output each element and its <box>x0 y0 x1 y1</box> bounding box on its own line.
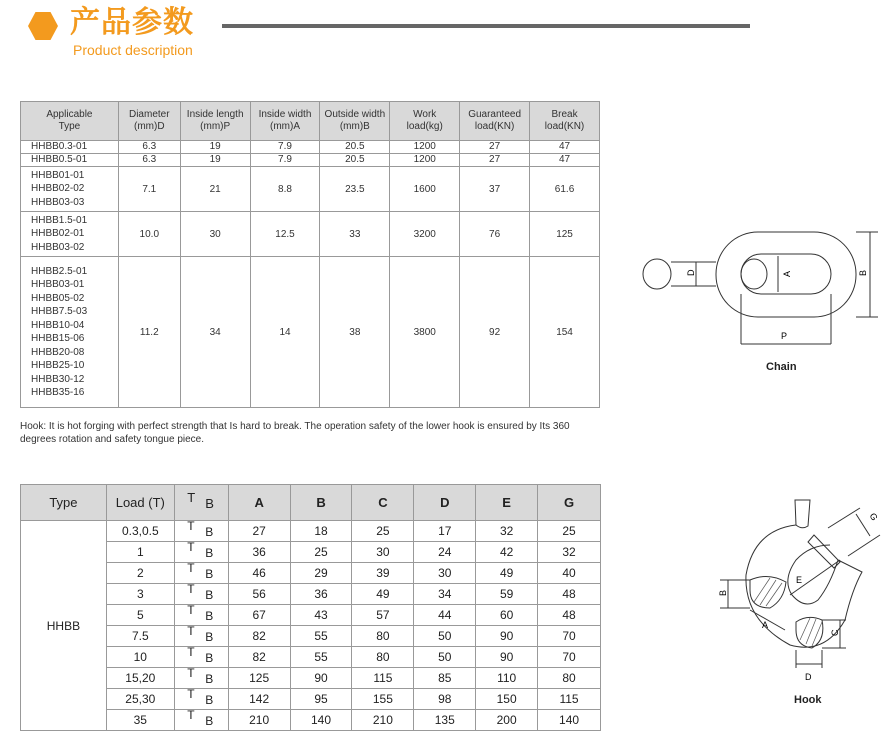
hook-value-cell: 36 <box>290 584 352 605</box>
chain-diagram <box>630 220 885 355</box>
hook-type-cell: HHBB <box>21 521 107 731</box>
spec-header-7: Break load(KN) <box>530 102 600 141</box>
hook-tb-cell: T B <box>174 542 228 563</box>
spec-header-0: Applicable Type <box>21 102 119 141</box>
hook-description: Hook: It is hot forging with perfect strength that Is hard to break. The operation safety of the lower hook is ensured by Its 360 degrees rotation and safety tongue piece. <box>20 421 570 445</box>
hook-value-cell: 32 <box>476 521 538 542</box>
hook-tb-cell: T B <box>174 710 228 731</box>
hook-value-cell: 32 <box>538 542 601 563</box>
col-tb: T B <box>174 485 228 521</box>
hook-value-cell: 67 <box>228 605 290 626</box>
spec-value-cell: 34 <box>180 257 250 408</box>
spec-value-cell: 125 <box>530 212 600 257</box>
spec-value-cell: 3200 <box>390 212 460 257</box>
hook-value-cell: 90 <box>290 668 352 689</box>
spec-header-1: Diameter (mm)D <box>118 102 180 141</box>
hook-load-cell: 7.5 <box>106 626 174 647</box>
hook-row <box>21 668 601 689</box>
spec-value-cell: 14 <box>250 257 320 408</box>
spec-value-cell: 38 <box>320 257 390 408</box>
hook-value-cell: 115 <box>538 689 601 710</box>
spec-value-cell: 21 <box>180 167 250 212</box>
hook-load-cell: 2 <box>106 563 174 584</box>
hook-dim-g: G <box>867 511 880 523</box>
hook-row <box>21 542 601 563</box>
spec-value-cell: 12.5 <box>250 212 320 257</box>
hook-row <box>21 521 601 542</box>
hook-value-cell: 85 <box>414 668 476 689</box>
hook-tb-cell: T B <box>174 647 228 668</box>
hook-value-cell: 155 <box>352 689 414 710</box>
spec-header-4: Outside width (mm)B <box>320 102 390 141</box>
hook-dim-c: C <box>830 629 840 636</box>
hook-load-cell: 15,20 <box>106 668 174 689</box>
hook-dim-d: D <box>805 672 812 682</box>
hook-dim-b: B <box>718 589 728 596</box>
hook-value-cell: 80 <box>352 626 414 647</box>
hook-value-cell: 49 <box>476 563 538 584</box>
spec-value-cell: 1200 <box>390 154 460 167</box>
hook-value-cell: 135 <box>414 710 476 731</box>
chain-dim-a: A <box>782 270 792 277</box>
hook-value-cell: 150 <box>476 689 538 710</box>
hook-value-cell: 60 <box>476 605 538 626</box>
hook-tb-cell: T B <box>174 668 228 689</box>
hook-value-cell: 50 <box>414 647 476 668</box>
hook-value-cell: 57 <box>352 605 414 626</box>
chain-spec-table <box>20 101 600 408</box>
hook-value-cell: 125 <box>228 668 290 689</box>
hook-tb-cell: T B <box>174 626 228 647</box>
hook-value-cell: 27 <box>228 521 290 542</box>
hook-value-cell: 140 <box>538 710 601 731</box>
spec-value-cell: 154 <box>530 257 600 408</box>
spec-value-cell: 47 <box>530 141 600 154</box>
hook-value-cell: 43 <box>290 605 352 626</box>
hook-label: Hook <box>794 694 822 706</box>
hook-row <box>21 626 601 647</box>
hook-value-cell: 24 <box>414 542 476 563</box>
header-rule <box>222 24 750 28</box>
spec-value-cell: 1200 <box>390 141 460 154</box>
hook-value-cell: 48 <box>538 605 601 626</box>
hook-row <box>21 689 601 710</box>
spec-value-cell: 11.2 <box>118 257 180 408</box>
spec-value-cell: 19 <box>180 154 250 167</box>
spec-row <box>21 167 600 212</box>
hook-value-cell: 18 <box>290 521 352 542</box>
chain-dim-b: B <box>858 269 868 276</box>
hook-tb-cell: T B <box>174 521 228 542</box>
hook-value-cell: 210 <box>352 710 414 731</box>
hook-dim-e: E <box>796 575 803 585</box>
hook-value-cell: 46 <box>228 563 290 584</box>
spec-value-cell: 10.0 <box>118 212 180 257</box>
hook-value-cell: 55 <box>290 647 352 668</box>
spec-value-cell: 33 <box>320 212 390 257</box>
hook-value-cell: 34 <box>414 584 476 605</box>
hook-value-cell: 49 <box>352 584 414 605</box>
col-type: Type <box>21 485 107 521</box>
spec-value-cell: 47 <box>530 154 600 167</box>
chain-dim-p: P <box>781 331 788 341</box>
spec-value-cell: 27 <box>460 154 530 167</box>
hook-value-cell: 25 <box>352 521 414 542</box>
hook-value-cell: 39 <box>352 563 414 584</box>
spec-value-cell: 92 <box>460 257 530 408</box>
hook-tb-cell: T B <box>174 689 228 710</box>
spec-type-cell: HHBB01-01 HHBB02-02 HHBB03-03 <box>21 167 119 212</box>
spec-header-5: Work load(kg) <box>390 102 460 141</box>
hook-value-cell: 82 <box>228 626 290 647</box>
hook-value-cell: 142 <box>228 689 290 710</box>
spec-header-6: Guaranteed load(KN) <box>460 102 530 141</box>
hook-value-cell: 80 <box>352 647 414 668</box>
hook-value-cell: 40 <box>538 563 601 584</box>
hook-load-cell: 35 <box>106 710 174 731</box>
spec-value-cell: 7.9 <box>250 154 320 167</box>
spec-value-cell: 6.3 <box>118 141 180 154</box>
hook-value-cell: 29 <box>290 563 352 584</box>
hook-value-cell: 56 <box>228 584 290 605</box>
hook-load-cell: 25,30 <box>106 689 174 710</box>
chain-dim-d: D <box>686 269 696 276</box>
hook-tb-cell: T B <box>174 605 228 626</box>
hook-load-cell: 1 <box>106 542 174 563</box>
hook-row <box>21 563 601 584</box>
spec-value-cell: 30 <box>180 212 250 257</box>
col-a: A <box>228 485 290 521</box>
spec-value-cell: 20.5 <box>320 154 390 167</box>
hook-load-cell: 10 <box>106 647 174 668</box>
hook-load-cell: 3 <box>106 584 174 605</box>
hook-value-cell: 140 <box>290 710 352 731</box>
spec-value-cell: 61.6 <box>530 167 600 212</box>
hook-tb-cell: T B <box>174 563 228 584</box>
col-load: Load (T) <box>106 485 174 521</box>
spec-type-cell: HHBB2.5-01 HHBB03-01 HHBB05-02 HHBB7.5-03 HHBB10-04 HHBB15-06 HHBB20-08 HHBB25-10 HHBB30-12 HHBB35-16 <box>21 257 119 408</box>
section-subtitle: Product description <box>73 42 193 58</box>
spec-value-cell: 1600 <box>390 167 460 212</box>
hook-value-cell: 50 <box>414 626 476 647</box>
hook-value-cell: 55 <box>290 626 352 647</box>
hook-value-cell: 44 <box>414 605 476 626</box>
hook-value-cell: 90 <box>476 647 538 668</box>
hook-value-cell: 95 <box>290 689 352 710</box>
hook-value-cell: 80 <box>538 668 601 689</box>
hook-value-cell: 70 <box>538 647 601 668</box>
spec-value-cell: 7.1 <box>118 167 180 212</box>
spec-value-cell: 8.8 <box>250 167 320 212</box>
spec-header-3: Inside width (mm)A <box>250 102 320 141</box>
spec-type-cell: HHBB1.5-01 HHBB02-01 HHBB03-02 <box>21 212 119 257</box>
hook-value-cell: 36 <box>228 542 290 563</box>
hook-value-cell: 70 <box>538 626 601 647</box>
spec-value-cell: 23.5 <box>320 167 390 212</box>
col-c: C <box>352 485 414 521</box>
hook-value-cell: 25 <box>290 542 352 563</box>
hook-value-cell: 90 <box>476 626 538 647</box>
hook-value-cell: 25 <box>538 521 601 542</box>
spec-type-cell: HHBB0.5-01 <box>21 154 119 167</box>
hook-value-cell: 30 <box>352 542 414 563</box>
hook-row <box>21 710 601 731</box>
hook-value-cell: 30 <box>414 563 476 584</box>
spec-value-cell: 37 <box>460 167 530 212</box>
hook-value-cell: 110 <box>476 668 538 689</box>
chain-label: Chain <box>766 361 797 373</box>
spec-value-cell: 7.9 <box>250 141 320 154</box>
col-e: E <box>476 485 538 521</box>
hook-value-cell: 42 <box>476 542 538 563</box>
hook-load-cell: 5 <box>106 605 174 626</box>
hook-value-cell: 115 <box>352 668 414 689</box>
hook-value-cell: 82 <box>228 647 290 668</box>
hook-value-cell: 59 <box>476 584 538 605</box>
spec-value-cell: 19 <box>180 141 250 154</box>
hook-value-cell: 17 <box>414 521 476 542</box>
hook-value-cell: 210 <box>228 710 290 731</box>
hook-row <box>21 605 601 626</box>
spec-value-cell: 76 <box>460 212 530 257</box>
hook-row <box>21 584 601 605</box>
spec-type-cell: HHBB0.3-01 <box>21 141 119 154</box>
hook-load-cell: 0.3,0.5 <box>106 521 174 542</box>
spec-value-cell: 3800 <box>390 257 460 408</box>
spec-value-cell: 27 <box>460 141 530 154</box>
hook-value-cell: 200 <box>476 710 538 731</box>
col-b: B <box>290 485 352 521</box>
hook-value-cell: 98 <box>414 689 476 710</box>
hook-value-cell: 48 <box>538 584 601 605</box>
hook-dim-a: A <box>762 620 769 630</box>
spec-row <box>21 212 600 257</box>
spec-row <box>21 154 600 167</box>
spec-row <box>21 141 600 154</box>
spec-value-cell: 20.5 <box>320 141 390 154</box>
col-g: G <box>538 485 601 521</box>
spec-value-cell: 6.3 <box>118 154 180 167</box>
hook-spec-table <box>20 484 601 731</box>
col-d: D <box>414 485 476 521</box>
spec-header-2: Inside length (mm)P <box>180 102 250 141</box>
section-title: 产品参数 <box>70 5 194 40</box>
hook-tb-cell: T B <box>174 584 228 605</box>
hexagon-icon <box>28 12 58 40</box>
hook-diagram <box>710 490 885 690</box>
hook-row <box>21 647 601 668</box>
spec-row <box>21 257 600 408</box>
